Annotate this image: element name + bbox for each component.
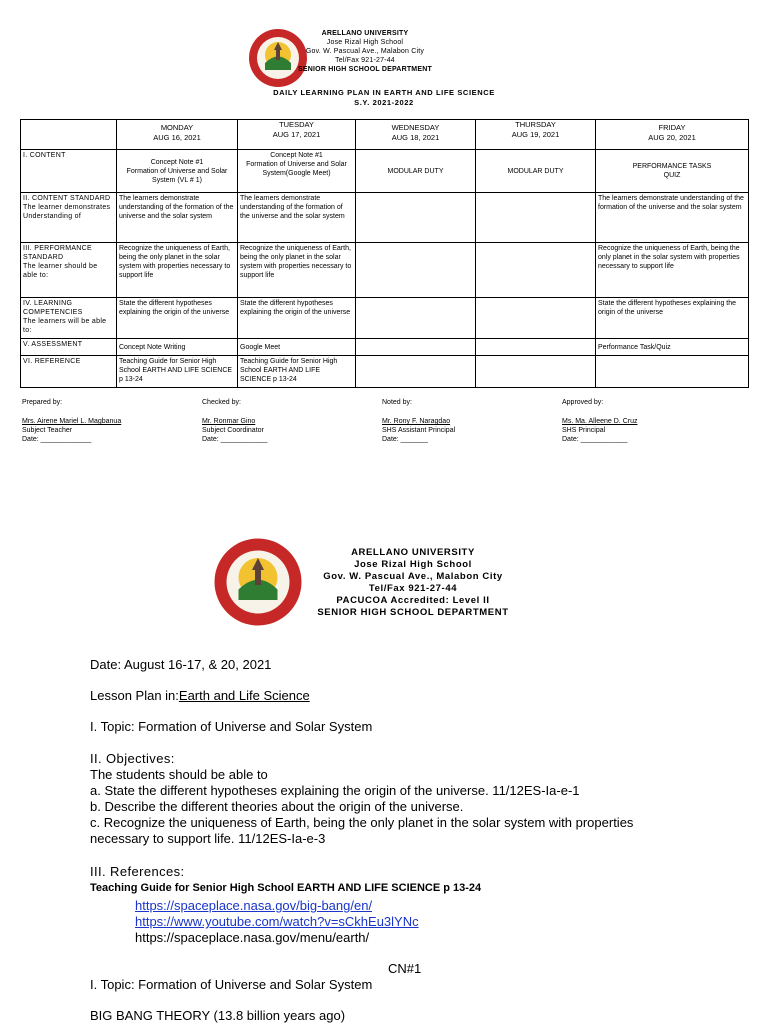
reference-guide: Teaching Guide for Senior High School EARTH AND LIFE SCIENCE p 13-24: [90, 882, 482, 894]
lesson-plan-prefix: Lesson Plan in:: [90, 688, 179, 703]
signature-role: Approved by:: [562, 399, 604, 406]
header2-line-accreditation: PACUCOA Accredited: Level II: [336, 595, 490, 606]
table-row: [21, 356, 749, 388]
signature-role: Noted by:: [382, 399, 412, 406]
lesson-topic: I. Topic: Formation of Universe and Solar System: [90, 719, 373, 734]
day-header-wednesday: WEDNESDAY AUG 18, 2021: [356, 120, 476, 150]
header-line-tel: Tel/Fax 921-27-44: [335, 57, 395, 64]
header-line-university: ARELLANO UNIVERSITY: [321, 30, 409, 37]
signature-role: Checked by:: [202, 399, 241, 406]
objectives-heading: II. Objectives:: [90, 751, 175, 766]
table-cell: State the different hypotheses explaining the origin of the universe: [117, 298, 238, 339]
signature-date: Date: ____________: [562, 436, 628, 443]
table-cell: MODULAR DUTY: [356, 150, 476, 193]
day-header-tuesday: TUESDAY AUG 17, 2021: [238, 120, 356, 150]
table-cell: MODULAR DUTY: [476, 150, 596, 193]
table-row: [21, 243, 749, 298]
plan-title-line1: DAILY LEARNING PLAN IN EARTH AND LIFE SCIENCE: [273, 88, 495, 97]
table-cell: Concept Note #1 Formation of Universe and Solar System(Google Meet): [238, 150, 356, 193]
signature-name: Mr. Ronmar Gino: [202, 418, 256, 425]
table-cell: [476, 193, 596, 243]
table-cell: Performance Task/Quiz: [596, 339, 749, 356]
objective-c-line1: c. Recognize the uniqueness of Earth, being the only planet in the solar system with properties: [90, 815, 634, 830]
table-cell: State the different hypotheses explaining the origin of the universe: [238, 298, 356, 339]
table-cell: [356, 243, 476, 298]
table-cell: Recognize the uniqueness of Earth, being the only planet in the solar system with properties necessary to support life: [238, 243, 356, 298]
header2-line-university: ARELLANO UNIVERSITY: [351, 547, 475, 558]
table-cell: [356, 298, 476, 339]
header2-line-address: Gov. W. Pascual Ave., Malabon City: [323, 571, 503, 582]
signature-date: Date: _____________: [22, 436, 92, 443]
table-cell: [476, 356, 596, 388]
day-header-monday: MONDAY AUG 16, 2021: [117, 120, 238, 150]
header2-line-tel: Tel/Fax 921-27-44: [368, 583, 458, 594]
table-cell: The learners demonstrate understanding of the formation of the universe and the solar system: [117, 193, 238, 243]
signature-date: Date: _______: [382, 436, 428, 443]
table-cell: State the different hypotheses explaining the origin of the universe: [596, 298, 749, 339]
table-cell: [476, 243, 596, 298]
lesson-topic-2: I. Topic: Formation of Universe and Solar System: [90, 977, 373, 992]
objectives-intro: The students should be able to: [90, 767, 268, 782]
row-label-learning-competencies: IV. LEARNING COMPETENCIES The learners will be able to:: [21, 298, 117, 339]
lesson-date: Date: August 16-17, & 20, 2021: [90, 657, 272, 672]
table-cell: Recognize the uniqueness of Earth, being the only planet in the solar system with properties necessary to support life: [117, 243, 238, 298]
objective-c-line2: necessary to support life. 11/12ES-Ia-e-3: [90, 831, 326, 846]
big-bang-heading: BIG BANG THEORY (13.8 billion years ago): [90, 1008, 346, 1023]
lesson-plan-subject-name: Earth and Life Science: [178, 688, 310, 703]
signature-title: Subject Teacher: [22, 427, 73, 434]
table-cell: Concept Note Writing: [117, 339, 238, 356]
row-label-reference: VI. REFERENCE: [21, 356, 117, 388]
signature-name: Mrs. Airene Mariel L. Magbanua: [22, 418, 122, 425]
signature-name: Mr. Rony F. Naragdao: [382, 418, 451, 425]
signature-prepared: [22, 398, 172, 444]
university-seal-2: [213, 537, 303, 632]
table-cell: [356, 339, 476, 356]
daily-learning-plan-table: [20, 119, 749, 388]
table-cell: The learners demonstrate understanding of the formation of the universe and the solar system: [596, 193, 749, 243]
signature-role: Prepared by:: [22, 399, 63, 406]
header-line-department: SENIOR HIGH SCHOOL DEPARTMENT: [298, 66, 432, 73]
table-cell: Concept Note #1 Formation of Universe and Solar System (VL # 1): [117, 150, 238, 193]
table-cell: Recognize the uniqueness of Earth, being the only planet in the solar system with properties necessary to support life: [596, 243, 749, 298]
header-line-address: Gov. W. Pascual Ave., Malabon City: [305, 48, 425, 55]
header2-line-school: Jose Rizal High School: [354, 559, 472, 570]
signature-name: Ms. Ma. Alleene D. Cruz: [562, 418, 638, 425]
objective-a: a. State the different hypotheses explaining the origin of the universe. 11/12ES-Ia-e-1: [90, 783, 580, 798]
objective-b: b. Describe the different theories about the origin of the universe.: [90, 799, 464, 814]
lesson-plan-subject: [90, 688, 310, 704]
table-row: [21, 193, 749, 243]
table-cell: The learners demonstrate understanding of the formation of the universe and the solar system: [238, 193, 356, 243]
plan-title: [200, 88, 568, 108]
table-row: [21, 339, 749, 356]
table-row: [21, 298, 749, 339]
day-header-friday: FRIDAY AUG 20, 2021: [596, 120, 749, 150]
references-heading: III. References:: [90, 864, 185, 879]
header2-line-department: SENIOR HIGH SCHOOL DEPARTMENT: [317, 607, 509, 618]
signature-title: SHS Principal: [562, 427, 606, 434]
concept-note-label: CN#1: [388, 961, 422, 976]
corner-cell: [21, 120, 117, 150]
row-label-performance-standard: III. PERFORMANCE STANDARD The learner should be able to:: [21, 243, 117, 298]
signature-title: Subject Coordinator: [202, 427, 264, 434]
table-cell: Teaching Guide for Senior High School EARTH AND LIFE SCIENCE p 13-24: [238, 356, 356, 388]
row-label-assessment: V. ASSESSMENT: [21, 339, 117, 356]
reference-link-youtube[interactable]: https://www.youtube.com/watch?v=sCkhEu3lYNc: [135, 914, 419, 929]
reference-link-bigbang[interactable]: https://spaceplace.nasa.gov/big-bang/en/: [135, 898, 373, 913]
table-cell: [476, 298, 596, 339]
signature-date: Date: ____________: [202, 436, 268, 443]
plan-title-line2: S.Y. 2021-2022: [354, 98, 414, 107]
table-cell: [356, 193, 476, 243]
signature-noted: [382, 398, 532, 444]
school-header-2: [298, 547, 528, 619]
table-cell: [476, 339, 596, 356]
school-header: [290, 29, 440, 74]
table-row: [21, 150, 749, 193]
table-header-row: [21, 120, 749, 150]
table-cell: PERFORMANCE TASKS QUIZ: [596, 150, 749, 193]
row-label-content-standard: II. CONTENT STANDARD The learner demonstrates Understanding of: [21, 193, 117, 243]
day-header-thursday: THURSDAY AUG 19, 2021: [476, 120, 596, 150]
table-cell: Teaching Guide for Senior High School EARTH AND LIFE SCIENCE p 13-24: [117, 356, 238, 388]
signature-title: SHS Assistant Principal: [382, 427, 456, 434]
reference-link-earth: https://spaceplace.nasa.gov/menu/earth/: [135, 930, 370, 945]
row-label-content: I. CONTENT: [21, 150, 117, 193]
table-cell: Google Meet: [238, 339, 356, 356]
signature-checked: [202, 398, 352, 444]
table-cell: [596, 356, 749, 388]
signature-approved: [562, 398, 712, 444]
header-line-school: Jose Rizal High School: [326, 39, 404, 46]
table-cell: [356, 356, 476, 388]
